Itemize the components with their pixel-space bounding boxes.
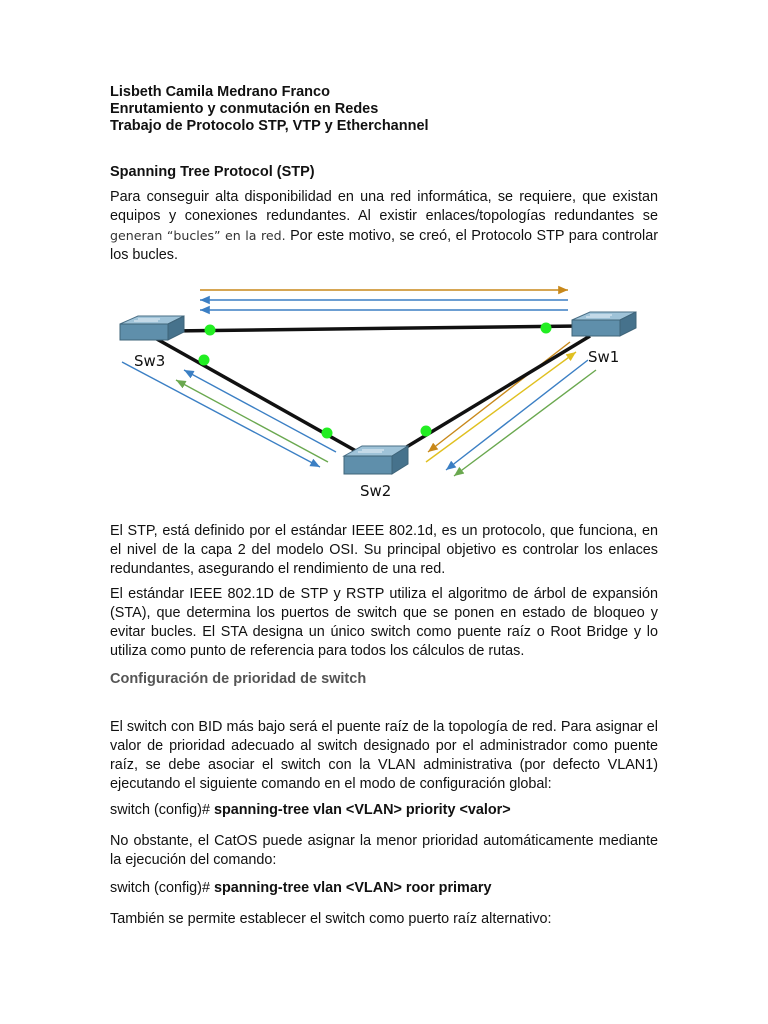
switch-sw3-label: Sw3 — [134, 352, 166, 370]
port-sw3-top — [205, 325, 216, 336]
switch-sw3-icon — [120, 316, 184, 340]
port-sw2-right — [421, 426, 432, 437]
command-priority-prefix: switch (config)# — [110, 802, 214, 818]
arrow-blue-left-2 — [184, 370, 336, 452]
paragraph-sta: El estándar IEEE 802.1D de STP y RSTP utiliza el algoritmo de árbol de expansión (STA), que determina los puertos de switch que se ponen en estado de bloqueo y evitar bucles. El STA designa un único switch como puente raíz o Root Bridge y lo utiliza como punto de referencia para todos los cálculos de rutas. — [110, 586, 658, 659]
paragraph-catos: No obstante, el CatOS puede asignar la menor prioridad automáticamente mediante la ejecución del comando: — [110, 833, 658, 868]
port-sw1-top — [541, 323, 552, 334]
switch-sw1-icon — [572, 312, 636, 336]
paragraph-intro-part3: Por este motivo, se creó, el Protocolo STP para controlar los bucles. — [110, 228, 658, 263]
assignment-title: Trabajo de Protocolo STP, VTP y Etherchannel — [110, 118, 429, 134]
paragraph-stp-definition: El STP, está definido por el estándar IEEE 802.1d, es un protocolo, que funciona, en el nivel de la capa 2 del modelo OSI. Su principal objetivo es controlar los enlaces redundantes, asegurando el rendimiento de una red. — [110, 523, 658, 577]
command-root-text: spanning-tree vlan <VLAN> roor primary — [213, 880, 492, 896]
command-root-primary — [110, 880, 491, 896]
command-priority — [110, 802, 511, 818]
stp-topology-diagram — [110, 280, 658, 505]
document-header — [110, 84, 429, 135]
port-sw3-down — [199, 355, 210, 366]
section-title-stp: Spanning Tree Protocol (STP) — [110, 164, 315, 180]
arrow-blue-right — [446, 360, 588, 470]
arrow-orange-right — [428, 342, 570, 452]
author-name: Lisbeth Camila Medrano Franco — [110, 84, 330, 100]
course-name: Enrutamiento y conmutación en Redes — [110, 101, 379, 117]
command-root-prefix: switch (config)# — [110, 880, 214, 896]
switch-sw2-icon — [344, 446, 408, 474]
paragraph-alternate-root: También se permite establecer el switch como puerto raíz alternativo: — [110, 911, 552, 927]
section-title-priority: Configuración de prioridad de switch — [110, 671, 367, 687]
paragraph-intro — [110, 188, 658, 265]
command-priority-text: spanning-tree vlan <VLAN> priority <valor> — [213, 802, 511, 818]
paragraph-intro-part1: Para conseguir alta disponibilidad en una red informática, se requiere, que existan equipos y conexiones redundantes. Al existir enlaces/topologías redundantes se — [110, 189, 658, 224]
port-sw2-left — [322, 428, 333, 439]
paragraph-intro-part2: generan “bucles” en la red. — [110, 228, 286, 243]
paragraph-bid: El switch con BID más bajo será el puente raíz de la topología de red. Para asignar el valor de prioridad adecuado al switch designado por el administrador como puente raíz, se debe asociar el switch con la VLAN administrativa (por defecto VLAN1) ejecutando el siguiente comando en el modo de configuración global: — [110, 719, 658, 792]
arrow-yellow-right — [426, 352, 576, 462]
link-sw3-sw2 — [155, 338, 372, 460]
link-sw3-sw1 — [170, 326, 580, 331]
switch-sw1-label: Sw1 — [588, 348, 620, 366]
arrow-green-right — [454, 370, 596, 476]
switch-sw2-label: Sw2 — [360, 482, 392, 500]
